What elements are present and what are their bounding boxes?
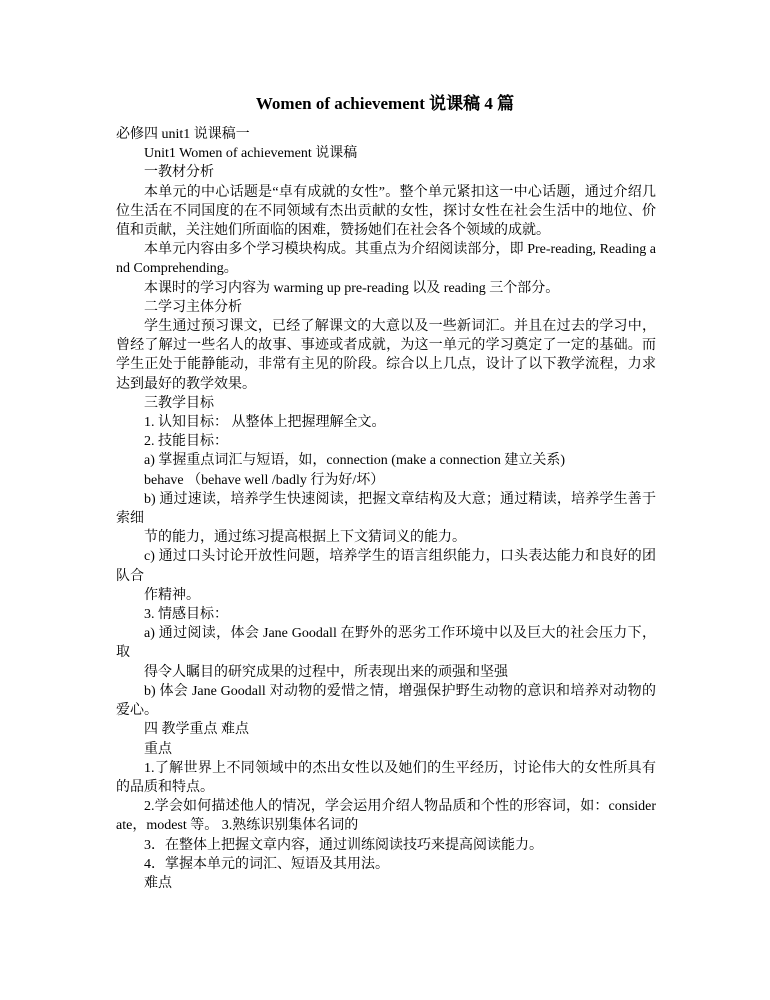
paragraph: a) 掌握重点词汇与短语，如，connection (make a connection 建立关系)	[144, 453, 566, 469]
paragraph: 重点	[144, 741, 172, 757]
document-body	[116, 125, 656, 893]
paragraph: 3．在整体上把握文章内容，通过训练阅读技巧来提高阅读能力。	[144, 837, 543, 853]
document-title: Women of achievement 说课稿 4 篇	[255, 94, 515, 113]
paragraph: 4．掌握本单元的词汇、短语及其用法。	[144, 856, 389, 872]
paragraph: 2. 技能目标：	[144, 434, 228, 450]
paragraph: 学生通过预习课文，已经了解课文的大意以及一些新词汇。并且在过去的学习中，曾经了解过一些名人的故事、事迹或者成就，为这一单元的学习奠定了一定的基础。而学生正处于能静能动，非常有主见的阶段。综合以上几点，设计了以下教学流程，力求达到最好的教学效果。	[116, 319, 656, 392]
paragraph: b) 通过速读，培养学生快速阅读，把握文章结构及大意；通过精读，培养学生善于索细	[116, 491, 656, 527]
paragraph: 二学习主体分析	[144, 299, 242, 315]
paragraph: 难点	[144, 875, 172, 891]
paragraph: 节的能力，通过练习提高根据上下文猜词义的能力。	[144, 530, 466, 546]
paragraph: 3. 情感目标：	[144, 607, 228, 623]
paragraph: 一教材分析	[144, 165, 214, 181]
paragraph: 得令人瞩目的研究成果的过程中，所表现出来的顽强和坚强	[144, 664, 508, 680]
paragraph: 1. 认知目标： 从整体上把握理解全文。	[144, 415, 386, 431]
paragraph: b) 体会 Jane Goodall 对动物的爱惜之情，增强保护野生动物的意识和培养对动物的爱心。	[116, 683, 656, 719]
paragraph: a) 通过阅读，体会 Jane Goodall 在野外的恶劣工作环境中以及巨大的社会压力下，取	[116, 626, 656, 661]
paragraph: 三教学目标	[144, 395, 214, 411]
paragraph: 本单元的中心话题是“卓有成就的女性”。整个单元紧扣这一中心话题，通过介绍几位生活在不同国度的在不同领域有杰出贡献的女性，探讨女性在社会生活中的地位、价值和贡献，关注她们所面临的困难，赞扬她们在社会各个领域的成就。	[116, 184, 656, 239]
paragraph: Unit1 Women of achievement 说课稿	[144, 146, 358, 162]
paragraph: 本课时的学习内容为 warming up pre-reading 以及 reading 三个部分。	[144, 280, 560, 296]
paragraph: 本单元内容由多个学习模块构成。其重点为介绍阅读部分，即 Pre-reading, Reading and Comprehending。	[116, 242, 656, 277]
paragraph: behave （behave well /badly 行为好/坏）	[144, 472, 385, 488]
paragraph: 四 教学重点 难点	[144, 722, 249, 738]
paragraph: 2.学会如何描述他人的情况，学会运用介绍人物品质和个性的形容词，如：considerate，modest 等。 3.熟练识别集体名词的	[116, 799, 656, 834]
paragraph: c) 通过口头讨论开放性问题，培养学生的语言组织能力，口头表达能力和良好的团队合	[116, 549, 656, 584]
paragraph: 1.了解世界上不同领域中的杰出女性以及她们的生平经历，讨论伟大的女性所具有的品质和特点。	[116, 760, 656, 795]
paragraph: 必修四 unit1 说课稿一	[116, 127, 250, 142]
paragraph: 作精神。	[144, 587, 200, 603]
